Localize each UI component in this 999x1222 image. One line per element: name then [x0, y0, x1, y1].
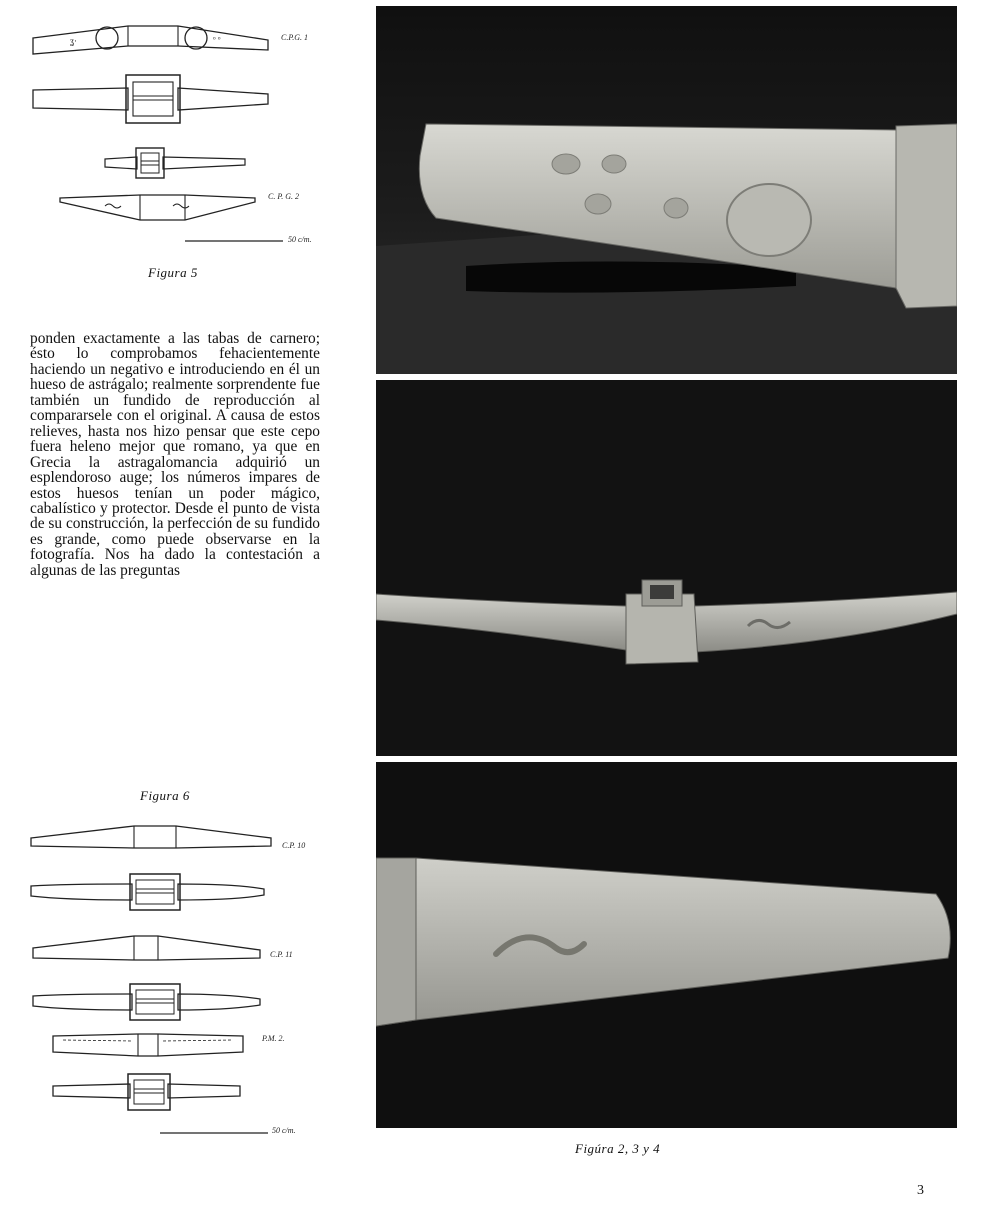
figure6-drawing-6 — [48, 1072, 248, 1112]
page-number: 3 — [917, 1183, 924, 1198]
photo-figure-2 — [376, 6, 957, 374]
body-text — [30, 331, 320, 578]
label-cp10: C.P. 10 — [282, 841, 306, 850]
anchor-stock-photo-3 — [376, 762, 957, 1128]
figure6-drawing-3 — [28, 932, 268, 966]
figure6-drawing-2 — [26, 872, 276, 912]
figure5-drawing-4 — [55, 190, 265, 230]
photo-figure-3 — [376, 380, 957, 756]
anchor-stock-photo-1 — [376, 6, 957, 374]
caption-figure-5: Figura 5 — [148, 265, 198, 280]
photo-figure-4 — [376, 762, 957, 1128]
svg-text:ᵒ ᵒ: ᵒ ᵒ — [213, 34, 221, 44]
svg-text:ʓ·: ʓ· — [70, 36, 77, 46]
caption-figure-6: Figura 6 — [140, 788, 190, 803]
figure5-drawing-1 — [28, 20, 278, 60]
caption-figures-2-3-4: Figúra 2, 3 y 4 — [575, 1141, 661, 1156]
label-pm2: P.M. 2. — [262, 1034, 285, 1043]
figure6-drawing-5 — [48, 1030, 248, 1060]
figure6-drawing-4 — [28, 982, 268, 1022]
figure5-drawing-2 — [28, 70, 278, 128]
label-cpg2: C. P. G. 2 — [268, 192, 299, 201]
figure6-drawing-1 — [26, 822, 276, 856]
figure5-drawing-3 — [100, 145, 260, 181]
scale-label-1: 50 c/m. — [288, 235, 312, 244]
body-paragraph: ponden exactamente a las tabas de carnero; ésto lo comprobamos fehacientemente haciendo un negativo e introduciendo en él un hueso de astrágalo; realmente sorprendente fue también un fundido de reproducción al compararsele con el original. A causa de estos relieves, hasta nos hizo pensar que este cepo fuera heleno mejor que romano, ya que en Grecia la astragalomancia adquirió un esplendoroso auge; los números impares de estos huesos tenían un poder mágico, cabalístico y protector. Desde el punto de vista de su construcción, la perfección de su fundido es grande, como puede observarse en la fotografía. Nos ha dado la contestación a algunas de las preguntas — [30, 330, 320, 579]
scale-label-2: 50 c/m. — [272, 1126, 296, 1135]
scale-bar-1 — [185, 238, 285, 244]
label-cpg1: C.P.G. 1 — [281, 33, 308, 42]
scale-bar-2 — [160, 1130, 270, 1136]
anchor-stock-photo-2 — [376, 380, 957, 756]
label-cp11: C.P. 11 — [270, 950, 293, 959]
